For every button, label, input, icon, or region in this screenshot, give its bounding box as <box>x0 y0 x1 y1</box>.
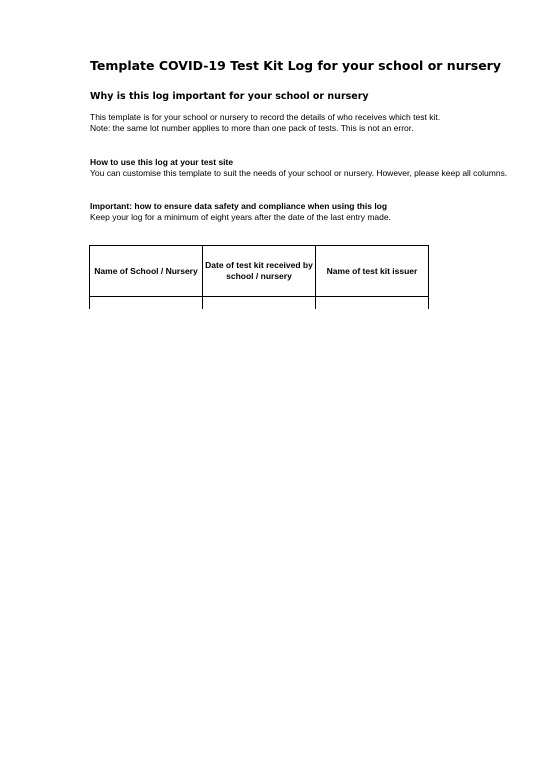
column-header-issuer: Name of test kit issuer <box>316 246 429 297</box>
how-heading: How to use this log at your test site <box>90 157 234 167</box>
table-cell[interactable] <box>316 297 429 310</box>
why-line-1: This template is for your school or nursery to record the details of who receives which test kit. <box>90 112 441 122</box>
column-header-date-received: Date of test kit received by school / nursery <box>203 246 316 297</box>
document-title: Template COVID-19 Test Kit Log for your school or nursery <box>90 58 501 73</box>
table-cell[interactable] <box>203 297 316 310</box>
important-line-1: Keep your log for a minimum of eight years after the date of the last entry made. <box>90 212 391 222</box>
important-heading: Important: how to ensure data safety and compliance when using this log <box>90 201 388 211</box>
how-line-1: You can customise this template to suit the needs of your school or nursery. However, please keep all columns. <box>90 168 508 178</box>
table-header-row <box>90 246 429 297</box>
table-cell[interactable] <box>90 297 203 310</box>
why-heading: Why is this log important for your school or nursery <box>90 91 369 102</box>
table-row <box>90 297 429 310</box>
test-kit-log-table <box>89 245 429 309</box>
why-line-2: Note: the same lot number applies to more than one pack of tests. This is not an error. <box>90 123 414 133</box>
column-header-school: Name of School / Nursery <box>90 246 203 297</box>
